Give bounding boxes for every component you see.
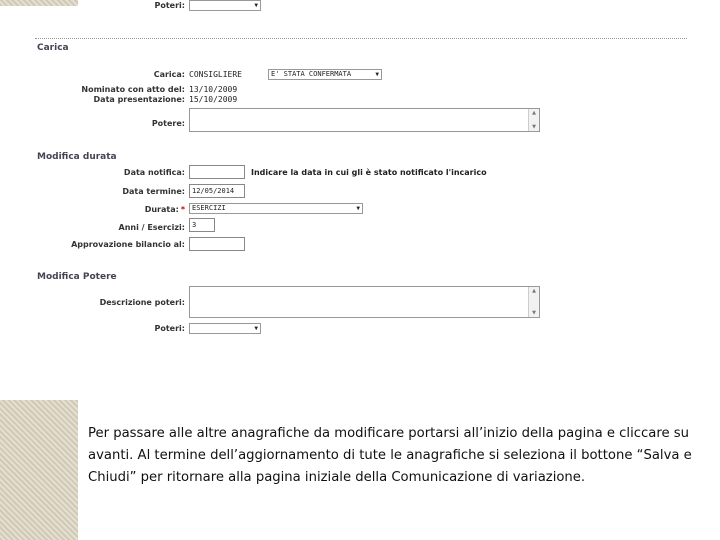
- carica-stato-value: E' STATA CONFERMATA: [271, 70, 352, 78]
- durata-select[interactable]: [189, 203, 363, 214]
- top-poteri-label: Poteri:: [154, 1, 185, 10]
- poteri-label: Poteri:: [154, 324, 185, 333]
- decorative-strip-left: [0, 400, 78, 540]
- scroll-down-icon[interactable]: ▼: [532, 124, 536, 130]
- approvazione-input[interactable]: [189, 237, 245, 251]
- chevron-down-icon: ▼: [356, 205, 360, 212]
- nominato-value: 13/10/2009: [189, 85, 238, 94]
- anni-label: Anni / Esercizi:: [118, 223, 185, 232]
- durata-label: [35, 205, 185, 215]
- anni-input[interactable]: 3: [189, 218, 215, 232]
- required-marker: *: [180, 205, 185, 214]
- chevron-down-icon: ▼: [254, 2, 258, 9]
- approvazione-label: Approvazione bilancio al:: [71, 240, 185, 249]
- section-divider: [35, 38, 687, 39]
- notifica-label: Data notifica:: [123, 168, 185, 177]
- top-poteri-select[interactable]: [189, 0, 261, 11]
- section-title-modifica-durata: Modifica durata: [37, 152, 117, 162]
- textarea-scrollbar[interactable]: [528, 109, 539, 131]
- scroll-down-icon[interactable]: ▼: [532, 310, 536, 316]
- notifica-input[interactable]: [189, 165, 245, 179]
- carica-label: Carica:: [153, 70, 185, 79]
- textarea-scrollbar[interactable]: [528, 287, 539, 317]
- termine-input[interactable]: 12/05/2014: [189, 184, 245, 198]
- presentazione-value: 15/10/2009: [189, 95, 238, 104]
- scroll-up-icon[interactable]: ▲: [532, 288, 536, 294]
- poteri-select[interactable]: [189, 323, 261, 334]
- descrizione-label: Descrizione poteri:: [99, 298, 185, 307]
- notifica-hint: Indicare la data in cui gli è stato notificato l'incarico: [251, 168, 487, 177]
- section-title-modifica-potere: Modifica Potere: [37, 272, 117, 282]
- chevron-down-icon: ▼: [254, 325, 258, 332]
- scroll-up-icon[interactable]: ▲: [532, 110, 536, 116]
- durata-value: ESERCIZI: [192, 204, 226, 212]
- descrizione-textarea[interactable]: [189, 286, 540, 318]
- chevron-down-icon: ▼: [375, 71, 379, 78]
- termine-label: Data termine:: [122, 187, 185, 196]
- carica-value: CONSIGLIERE: [189, 70, 242, 79]
- potere-label: Potere:: [151, 119, 185, 128]
- nominato-label: Nominato con atto del:: [81, 85, 185, 94]
- presentazione-label: Data presentazione:: [93, 95, 185, 104]
- carica-stato-select[interactable]: [268, 69, 382, 80]
- durata-label-text: Durata:: [144, 205, 179, 214]
- potere-textarea[interactable]: [189, 108, 540, 132]
- section-title-carica: Carica: [37, 43, 69, 53]
- instruction-note: Per passare alle altre anagrafiche da modificare portarsi all’inizio della pagina e cliccare su avanti. Al termine dell’aggiornamento di tute le anagrafiche si seleziona il bottone “Salva e Chiudi” per ritornare alla pagina iniziale della Comunicazione di variazione.: [88, 426, 692, 485]
